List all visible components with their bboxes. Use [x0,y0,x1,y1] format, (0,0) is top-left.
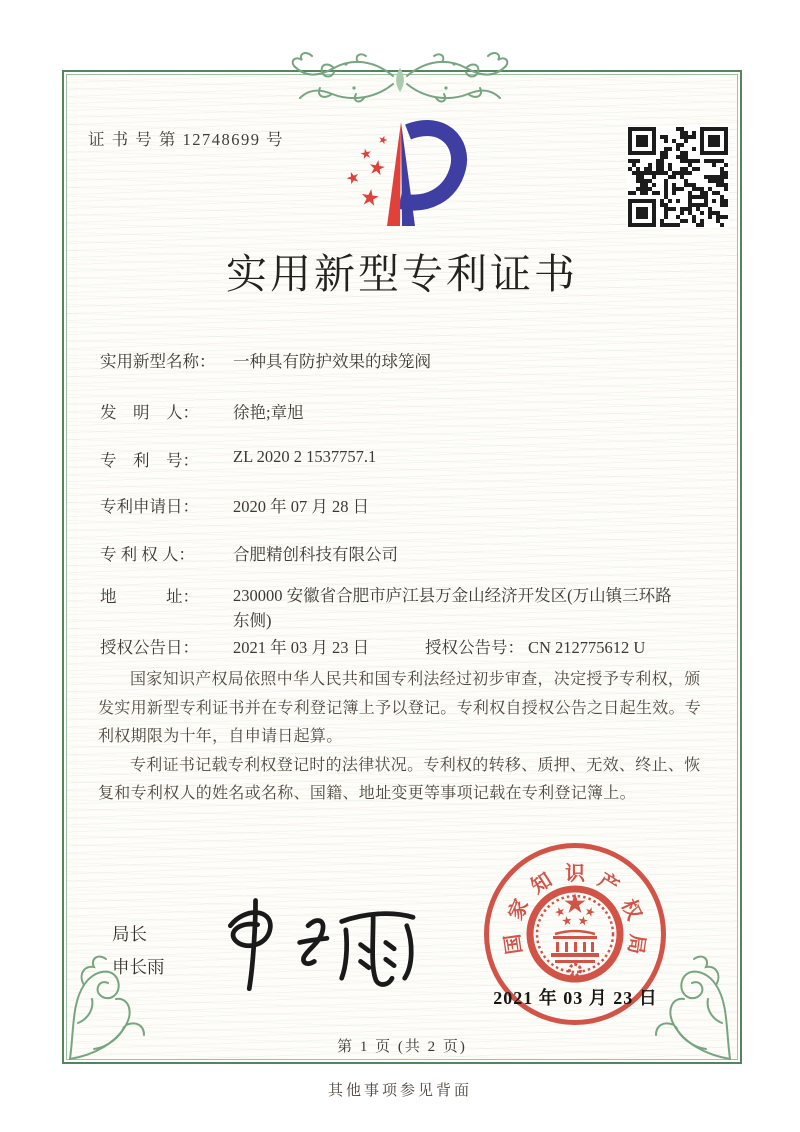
legal-text-block [98,666,702,809]
seal-arc-char: 国 [501,932,527,956]
field-value: CN 212775612 U [528,638,646,657]
back-side-note: 其他事项参见背面 [327,1083,472,1099]
seal-arc-char: 识 [565,863,585,885]
signer-title: 局长 [112,924,147,944]
field-label: 授权公告日： [100,638,199,657]
seal-date: 2021 年 03 月 23 日 [493,988,658,1008]
field-label: 专 利 权 人： [100,545,195,564]
seal-arc-char: 家 [504,896,534,924]
certificate-number: 证 书 号 第 12748699 号 [88,130,285,149]
field-label: 专利申请日： [100,497,199,516]
qr-code [627,126,729,228]
top-flourish-ornament-icon [288,36,512,114]
field-label: 实用新型名称： [100,352,216,371]
field-value: 合肥精创科技有限公司 [233,545,398,564]
signer-name: 申长雨 [112,957,165,977]
shen-changyu-signature-icon [205,890,430,995]
seal-arc-char: 局 [623,932,649,956]
page-indicator: 第 1 页 (共 2 页) [337,1039,467,1055]
legal-paragraph-1: 国家知识产权局依照中华人民共和国专利法经过初步审查，决定授予专利权，颁发实用新型专利证书并在专利登记簿上予以登记。专利权自授权公告之日起生效。专利权期限为十年，自申请日起算。 [98,671,702,746]
field-value: 230000 安徽省合肥市庐江县万金山经济开发区(万山镇三环路东侧) [233,586,672,630]
cnipa-logo-icon [330,108,475,243]
field-row-grant-date [100,634,369,658]
field-row-inventor [100,399,304,423]
field-value: 徐艳;章旭 [233,403,304,422]
field-label: 地 址： [100,587,199,606]
field-value: 2021 年 03 月 23 日 [233,638,370,657]
field-row-patentee [100,541,398,565]
field-label: 专 利 号： [100,451,199,470]
seal-arc-char: 产 [593,869,623,899]
field-value: 2020 年 07 月 28 日 [233,497,370,516]
field-label: 发 明 人： [100,403,199,422]
field-value: ZL 2020 2 1537757.1 [233,447,377,466]
seal-arc-char: 知 [527,869,557,899]
field-row-name [100,348,431,372]
field-value: 一种具有防护效果的球笼阀 [233,352,431,371]
field-row-address [100,583,685,633]
certificate-title: 实用新型专利证书 [226,251,578,297]
field-row-filing-date [100,493,369,517]
field-row-patent-number [100,447,376,471]
seal-arc-char: 权 [616,896,646,924]
legal-paragraph-2: 专利证书记载专利权登记时的法律状况。专利权的转移、质押、无效、终止、恢复和专利权人的姓名或名称、国籍、地址变更等事项记载在专利登记簿上。 [98,756,701,803]
field-label: 授权公告号： [425,638,524,657]
field-row-grant-number [425,634,645,658]
